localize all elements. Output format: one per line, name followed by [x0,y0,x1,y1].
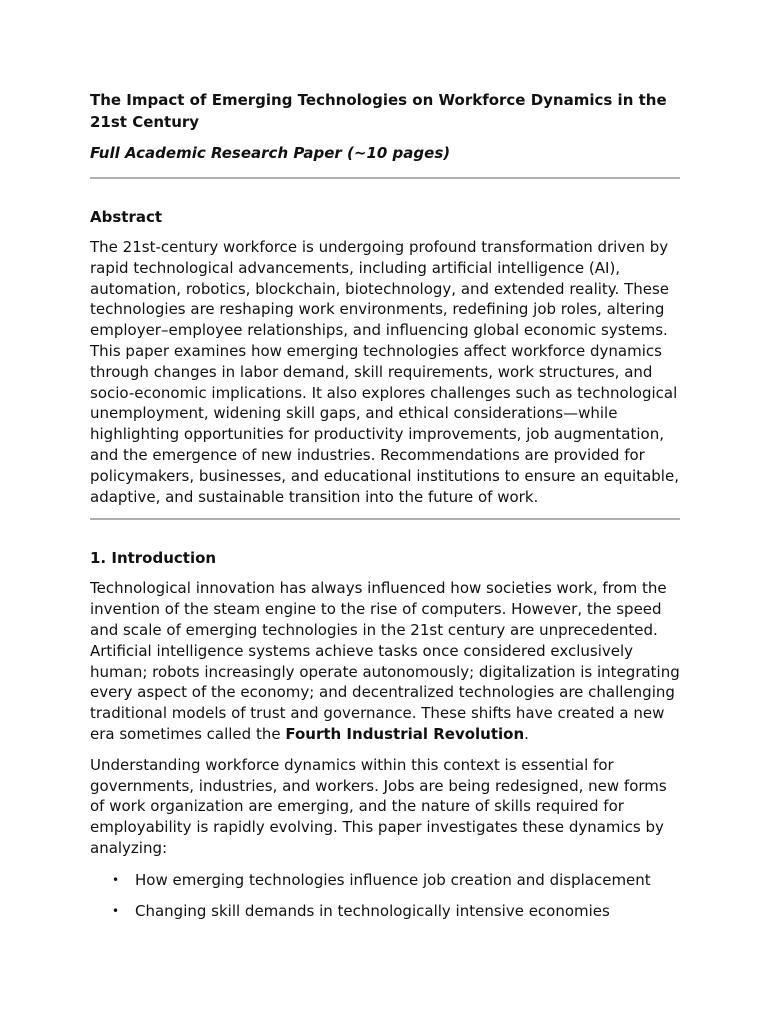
introduction-paragraph-2: Understanding workforce dynamics within this context is essential for governments, industries, and workers. Jobs are being redesigned, new forms of work organization are emerging, and the nature of skills required for employability is rapidly evolving. This paper investigates these dynamics by analyzing: [90,755,667,857]
emphasis-term: Fourth Industrial Revolution [285,724,525,743]
list-item-text: Changing skill demands in technologically intensive economies [135,901,610,920]
bullet-list [90,870,680,922]
section-divider [90,518,680,520]
introduction-paragraph-1-end: . [524,724,529,743]
introduction-heading: 1. Introduction [90,549,217,568]
document-title: The Impact of Emerging Technologies on Workforce Dynamics in the 21st Century [90,91,667,131]
abstract-body: The 21st-century workforce is undergoing profound transformation driven by rapid technological advancements, including artificial intelligence (AI), automation, robotics, blockchain, biotechnology, and extended reality. These technologies are reshaping work environments, redefining job roles, altering employer–employee relationships, and influencing global economic systems. This paper examines how emerging technologies affect workforce dynamics through changes in labor demand, skill requirements, work structures, and socio-economic implications. It also explores challenges such as technological unemployment, widening skill gaps, and ethical considerations—while highlighting opportunities for productivity improvements, job augmentation, and the emergence of new industries. Recommendations are provided for policymakers, businesses, and educational institutions to ensure an equitable, adaptive, and sustainable transition into the future of work. [90,238,679,506]
bullet-marker: • [112,872,120,887]
abstract-heading: Abstract [90,208,163,226]
introduction-paragraph-1 [90,578,680,744]
document-page [90,89,680,931]
section-divider [90,177,680,179]
list-item [90,870,680,891]
list-item [90,901,680,922]
document-subtitle: Full Academic Research Paper (~10 pages) [90,144,451,162]
introduction-paragraph-1-text: Technological innovation has always influenced how societies work, from the invention of the steam engine to the rise of computers. However, the speed and scale of emerging technologies in the 21st century are unprecedented. Artificial intelligence systems achieve tasks once considered exclusively human; robots increasingly operate autonomously; digitalization is integrating every aspect of the economy; and decentralized technologies are challenging traditional models of trust and governance. These shifts have created a new era sometimes called the [90,579,680,743]
list-item-text: How emerging technologies influence job creation and displacement [135,870,651,889]
bullet-marker: • [112,903,120,918]
